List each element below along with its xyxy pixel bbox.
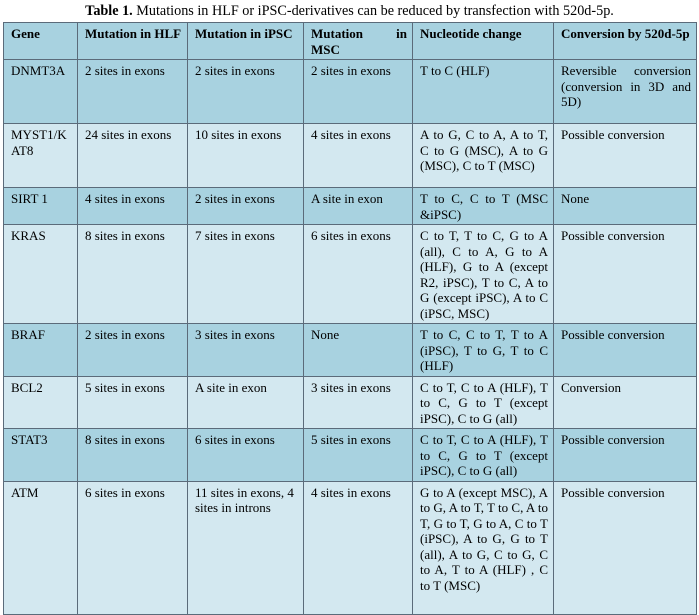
cell-mutation-ipsc: 2 sites in exons	[188, 60, 304, 124]
cell-mutation-hlf: 6 sites in exons	[78, 481, 188, 614]
table-row	[4, 188, 697, 225]
cell-conversion: Possible conversion	[554, 324, 697, 377]
table-row	[4, 324, 697, 377]
cell-nucleotide-change: T to C (HLF)	[413, 60, 554, 124]
cell-mutation-ipsc: 2 sites in exons	[188, 188, 304, 225]
cell-nucleotide-change: C to T, C to A (HLF), T to C, G to T (except iPSC), C to G (all)	[413, 376, 554, 429]
cell-mutation-hlf: 8 sites in exons	[78, 429, 188, 482]
mutations-table	[3, 22, 697, 615]
table-row	[4, 429, 697, 482]
cell-mutation-ipsc: A site in exon	[188, 376, 304, 429]
cell-mutation-hlf: 2 sites in exons	[78, 324, 188, 377]
cell-gene: DNMT3A	[4, 60, 78, 124]
header-nucleotide-change: Nucleotide change	[413, 23, 554, 60]
cell-mutation-ipsc: 7 sites in exons	[188, 225, 304, 324]
table-row	[4, 124, 697, 188]
cell-gene: MYST1/KAT8	[4, 124, 78, 188]
header-mutation-hlf: Mutation in HLF	[78, 23, 188, 60]
cell-mutation-msc: A site in exon	[304, 188, 413, 225]
cell-nucleotide-change: C to T, T to C, G to A (all), C to A, G to A (HLF), G to A (except R2, iPSC), T to C, A to G (except iPSC), A to C (iPSC, MSC)	[413, 225, 554, 324]
cell-nucleotide-change: G to A (except MSC), A to G, A to T, T to C, A to T, G to T, G to A, C to T (iPSC), A to G, G to T (all), A to G, C to G, C to A, T to A (HLF) , C to T (MSC)	[413, 481, 554, 614]
header-conversion: Conversion by 520d-5p	[554, 23, 697, 60]
cell-mutation-ipsc: 11 sites in exons, 4 sites in introns	[188, 481, 304, 614]
cell-conversion: Possible conversion	[554, 225, 697, 324]
cell-nucleotide-change: C to T, C to A (HLF), T to C, G to T (except iPSC), C to G (all)	[413, 429, 554, 482]
table-row	[4, 376, 697, 429]
header-mutation-ipsc: Mutation in iPSC	[188, 23, 304, 60]
cell-mutation-msc: 2 sites in exons	[304, 60, 413, 124]
table-row	[4, 481, 697, 614]
caption-label: Table 1.	[85, 3, 133, 19]
cell-nucleotide-change: T to C, C to T, T to A (iPSC), T to G, T to C (HLF)	[413, 324, 554, 377]
cell-mutation-hlf: 8 sites in exons	[78, 225, 188, 324]
header-row	[4, 23, 697, 60]
cell-mutation-msc: 4 sites in exons	[304, 481, 413, 614]
cell-mutation-msc: None	[304, 324, 413, 377]
cell-mutation-ipsc: 10 sites in exons	[188, 124, 304, 188]
cell-mutation-hlf: 2 sites in exons	[78, 60, 188, 124]
cell-mutation-ipsc: 3 sites in exons	[188, 324, 304, 377]
cell-mutation-msc: 3 sites in exons	[304, 376, 413, 429]
caption-text: Mutations in HLF or iPSC-derivatives can be reduced by transfection with 520d-5p.	[132, 3, 614, 19]
cell-nucleotide-change: A to G, C to A, A to T, C to G (MSC), A to G (MSC), C to T (MSC)	[413, 124, 554, 188]
cell-mutation-msc: 4 sites in exons	[304, 124, 413, 188]
cell-gene: STAT3	[4, 429, 78, 482]
cell-mutation-hlf: 24 sites in exons	[78, 124, 188, 188]
cell-conversion: Possible conversion	[554, 124, 697, 188]
cell-gene: BCL2	[4, 376, 78, 429]
cell-conversion: Possible conversion	[554, 481, 697, 614]
cell-mutation-hlf: 4 sites in exons	[78, 188, 188, 225]
cell-mutation-msc: 5 sites in exons	[304, 429, 413, 482]
cell-gene: KRAS	[4, 225, 78, 324]
table-caption	[0, 0, 699, 22]
cell-nucleotide-change: T to C, C to T (MSC &iPSC)	[413, 188, 554, 225]
cell-gene: BRAF	[4, 324, 78, 377]
cell-conversion: Conversion	[554, 376, 697, 429]
cell-gene: SIRT 1	[4, 188, 78, 225]
header-mutation-msc: Mutation in MSC	[304, 23, 413, 60]
cell-conversion: None	[554, 188, 697, 225]
cell-mutation-msc: 6 sites in exons	[304, 225, 413, 324]
table-row	[4, 60, 697, 124]
header-gene: Gene	[4, 23, 78, 60]
cell-mutation-ipsc: 6 sites in exons	[188, 429, 304, 482]
cell-conversion: Reversible conversion (conversion in 3D and 5D)	[554, 60, 697, 124]
cell-mutation-hlf: 5 sites in exons	[78, 376, 188, 429]
cell-conversion: Possible conversion	[554, 429, 697, 482]
table-row	[4, 225, 697, 324]
cell-gene: ATM	[4, 481, 78, 614]
